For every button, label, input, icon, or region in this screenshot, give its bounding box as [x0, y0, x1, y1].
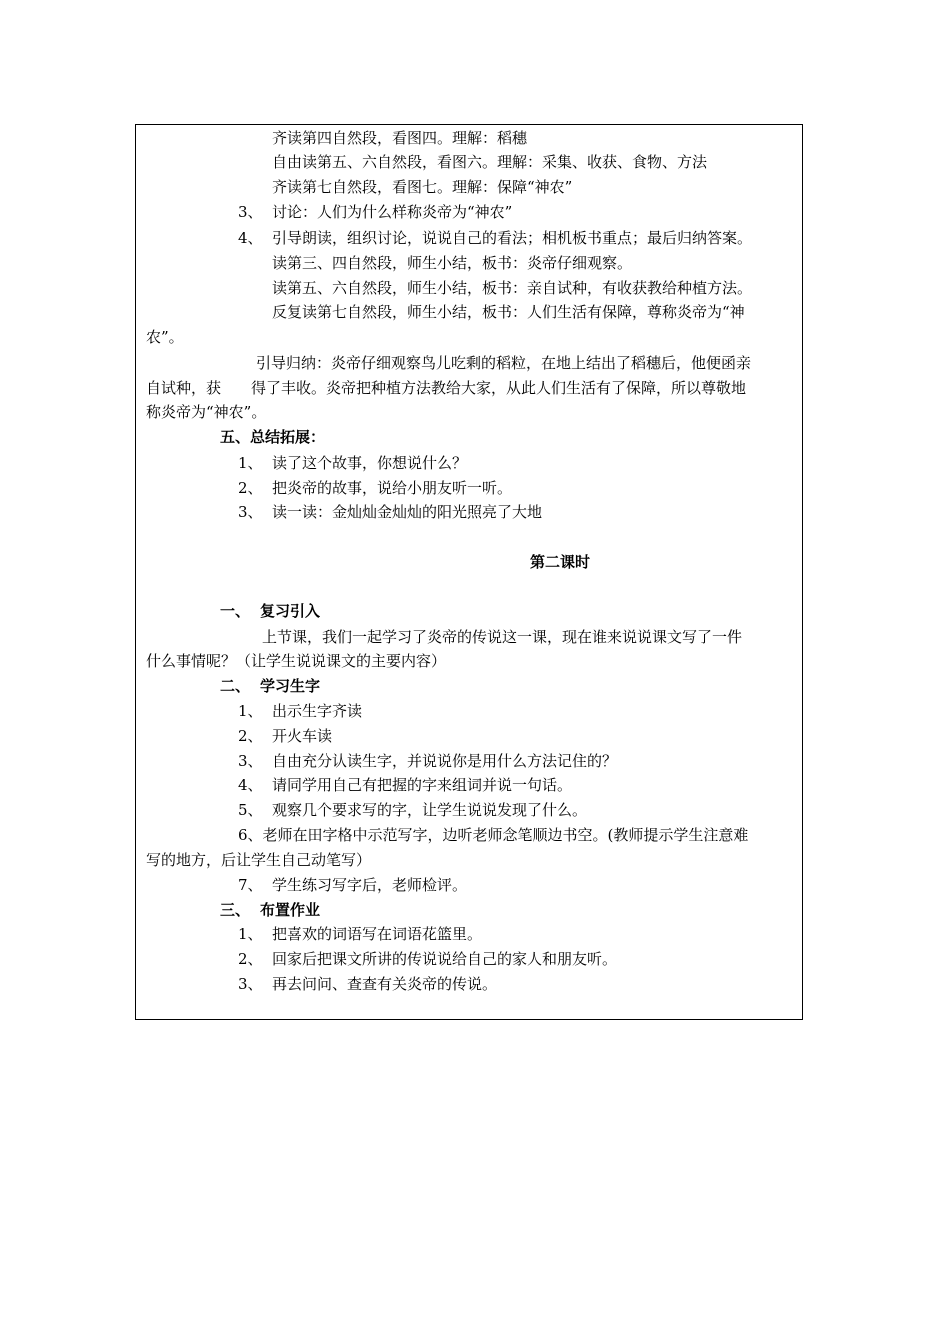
text-line: 齐读第四自然段，看图四。理解：稻穗 — [272, 129, 528, 147]
list-item — [238, 724, 332, 748]
section-number: 三、 — [220, 901, 251, 919]
list-number: 2、 — [238, 727, 263, 745]
list-number: 3、 — [238, 752, 263, 770]
text-line: 农”。 — [146, 328, 184, 346]
list-text: 再去问问、查查有关炎帝的传说。 — [272, 975, 498, 993]
list-item — [238, 972, 497, 996]
section-title: 复习引入 — [260, 602, 321, 620]
list-item — [238, 798, 587, 822]
paragraph-line: 引导归纳：炎帝仔细观察鸟儿吃剩的稻粒，在地上结出了稻穗后，他便函亲 — [256, 354, 752, 372]
list-text: 自由充分认读生字，并说说你是用什么方法记住的？ — [272, 752, 618, 770]
list-item — [238, 749, 617, 773]
list-text: 学生练习写字后，老师检评。 — [272, 876, 468, 894]
list-number: 3、 — [238, 203, 263, 221]
lesson-title: 第二课时 — [530, 553, 591, 571]
list-text: 把炎帝的故事，说给小朋友听一听。 — [272, 479, 513, 497]
list-number: 4、 — [238, 776, 263, 794]
list-item — [238, 947, 617, 971]
paragraph-line: 上节课，我们一起学习了炎帝的传说这一课，现在谁来说说课文写了一件 — [262, 628, 743, 646]
list-number: 7、 — [238, 876, 263, 894]
section-number: 二、 — [220, 677, 251, 695]
list-text: 出示生字齐读 — [272, 702, 363, 720]
list-number: 1、 — [238, 925, 263, 943]
list-number: 1、 — [238, 702, 263, 720]
list-item — [238, 451, 467, 475]
paragraph-line: 什么事情呢？（让学生说说课文的主要内容） — [146, 652, 447, 670]
list-number: 3、 — [238, 503, 263, 521]
list-item — [238, 200, 512, 224]
section-heading: 五、总结拓展： — [220, 428, 326, 446]
list-item — [238, 699, 362, 723]
list-text: 引导朗读，组织讨论，说说自己的看法；相机板书重点；最后归纳答案。 — [272, 229, 753, 247]
list-text: 讨论：人们为什么样称炎帝为“神农” — [272, 203, 513, 221]
list-number: 4、 — [238, 229, 263, 247]
list-item — [238, 226, 752, 250]
section-heading — [220, 898, 320, 922]
list-number: 3、 — [238, 975, 263, 993]
list-text: 把喜欢的词语写在词语花篮里。 — [272, 925, 483, 943]
list-item-continued: 写的地方，后让学生自己动笔写） — [146, 851, 372, 869]
list-text: 读了这个故事，你想说什么？ — [272, 454, 468, 472]
list-item — [238, 773, 572, 797]
list-text: 读一读：金灿灿金灿灿的阳光照亮了大地 — [272, 503, 543, 521]
list-number: 1、 — [238, 454, 263, 472]
list-item — [238, 476, 512, 500]
section-number: 一、 — [220, 602, 251, 620]
text-line: 齐读第七自然段，看图七。理解：保障“神农” — [272, 178, 573, 196]
list-number: 2、 — [238, 950, 263, 968]
list-item — [238, 873, 467, 897]
list-number: 5、 — [238, 801, 263, 819]
list-number: 2、 — [238, 479, 263, 497]
paragraph-line: 称炎帝为“神农”。 — [146, 403, 267, 421]
paragraph-line: 自试种，获 得了丰收。炎帝把种植方法教给大家，从此人们生活有了保障，所以尊敬地 — [146, 379, 747, 397]
text-line: 反复读第七自然段，师生小结，板书：人们生活有保障，尊称炎帝为“神 — [272, 303, 745, 321]
list-item: 6、老师在田字格中示范写字，边听老师念笔顺边书空。(教师提示学生注意难 — [238, 826, 749, 844]
list-item — [238, 500, 542, 524]
list-text: 开火车读 — [272, 727, 333, 745]
list-item — [238, 922, 482, 946]
text-line: 自由读第五、六自然段，看图六。理解：采集、收获、食物、方法 — [272, 153, 708, 171]
section-title: 学习生字 — [260, 677, 321, 695]
list-text: 请同学用自己有把握的字来组词并说一句话。 — [272, 776, 573, 794]
text-line: 读第五、六自然段，师生小结，板书：亲自试种，有收获教给种植方法。 — [272, 279, 753, 297]
section-title: 布置作业 — [260, 901, 321, 919]
section-heading — [220, 674, 320, 698]
list-text: 回家后把课文所讲的传说说给自己的家人和朋友听。 — [272, 950, 618, 968]
list-text: 观察几个要求写的字，让学生说说发现了什么。 — [272, 801, 588, 819]
section-heading — [220, 599, 320, 623]
text-line: 读第三、四自然段，师生小结，板书：炎帝仔细观察。 — [272, 254, 633, 272]
